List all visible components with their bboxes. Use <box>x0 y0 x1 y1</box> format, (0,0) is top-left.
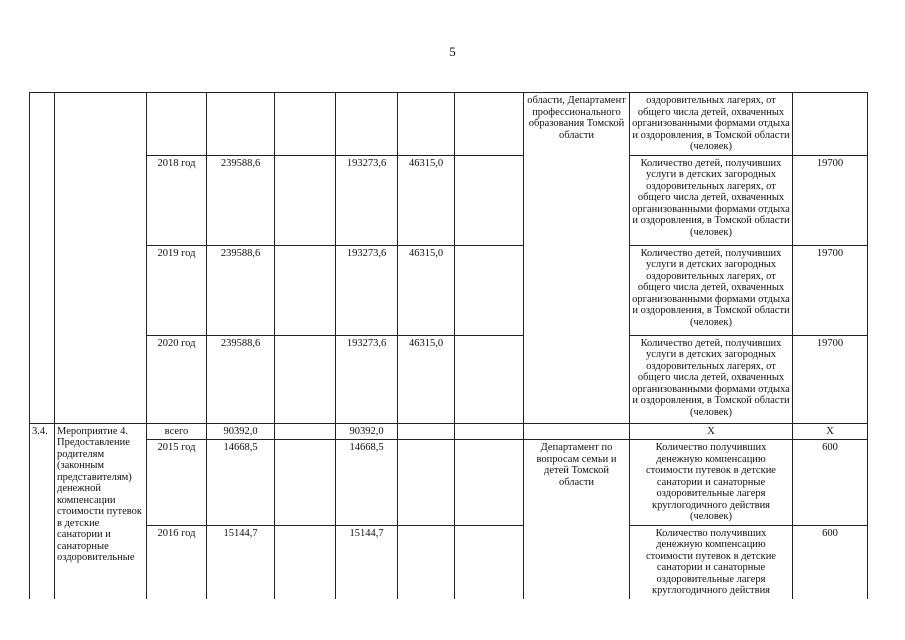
fund-cell-4 <box>455 440 524 526</box>
indicator-cell: Количество детей, получивших услуги в детских загородных оздоровительных лагерях, от общего числа детей, охваченных организованными формами отдыха и оздоровления, в Томской области (человек) <box>630 335 793 423</box>
event-cell <box>55 93 147 424</box>
fund-cell-1 <box>275 155 336 245</box>
table-row <box>30 93 868 156</box>
table-row <box>30 423 868 440</box>
table-row <box>30 440 868 526</box>
value-cell: 19700 <box>793 155 868 245</box>
year-cell <box>147 93 207 156</box>
year-cell: 2019 год <box>147 245 207 335</box>
total-cell: 239588,6 <box>207 155 275 245</box>
fund-cell-4 <box>455 245 524 335</box>
fund-cell-1 <box>275 245 336 335</box>
fund-cell-4 <box>455 525 524 599</box>
fund-cell-4 <box>455 93 524 156</box>
total-cell <box>207 93 275 156</box>
fund-cell-3 <box>398 423 455 440</box>
table-row <box>30 155 868 245</box>
year-cell: всего <box>147 423 207 440</box>
fund-cell-3 <box>398 93 455 156</box>
total-cell: 239588,6 <box>207 335 275 423</box>
fund-cell-1 <box>275 93 336 156</box>
year-cell: 2018 год <box>147 155 207 245</box>
fund-cell-2: 193273,6 <box>336 245 398 335</box>
table-row <box>30 525 868 599</box>
section-title: Мероприятие 4. Предоставление родителям (законным представителям) денежной компенсации стоимости путевок в детские санатории и санаторные оздоровительные <box>55 423 147 599</box>
indicator-cell: Количество детей, получивших услуги в детских загородных оздоровительных лагерях, от общего числа детей, охваченных организованными формами отдыха и оздоровления, в Томской области (человек) <box>630 245 793 335</box>
fund-cell-2: 14668,5 <box>336 440 398 526</box>
executor-cell: области, Департамент профессионального образования Томской области <box>524 93 630 424</box>
year-cell: 2015 год <box>147 440 207 526</box>
year-cell: 2016 год <box>147 525 207 599</box>
fund-cell-3: 46315,0 <box>398 245 455 335</box>
fund-cell-4 <box>455 423 524 440</box>
total-cell: 14668,5 <box>207 440 275 526</box>
value-cell: 600 <box>793 440 868 526</box>
page-number: 5 <box>449 44 456 59</box>
fund-cell-1 <box>275 525 336 599</box>
fund-cell-1 <box>275 423 336 440</box>
executor-empty-cell <box>524 423 630 440</box>
fund-cell-1 <box>275 335 336 423</box>
indicator-cell: Количество получивших денежную компенсацию стоимости путевок в детские санатории и санаторные оздоровительные лагеря круглогодичного действия <box>630 525 793 599</box>
total-cell: 15144,7 <box>207 525 275 599</box>
fund-cell-2: 193273,6 <box>336 155 398 245</box>
fund-cell-3 <box>398 440 455 526</box>
fund-cell-2: 90392,0 <box>336 423 398 440</box>
value-cell <box>793 93 868 156</box>
program-table <box>29 92 868 599</box>
table-row <box>30 245 868 335</box>
total-cell: 90392,0 <box>207 423 275 440</box>
fund-cell-3 <box>398 525 455 599</box>
total-cell: 239588,6 <box>207 245 275 335</box>
fund-cell-2: 193273,6 <box>336 335 398 423</box>
executor-cell: Департамент по вопросам семьи и детей Томской области <box>524 440 630 599</box>
indicator-cell: Количество получивших денежную компенсацию стоимости путевок в детские санатории и санаторные оздоровительные лагеря круглогодичного действия (человек) <box>630 440 793 526</box>
table-row <box>30 335 868 423</box>
fund-cell-1 <box>275 440 336 526</box>
fund-cell-3: 46315,0 <box>398 155 455 245</box>
indicator-cell: X <box>630 423 793 440</box>
indicator-cell: оздоровительных лагерях, от общего числа детей, охваченных организованными формами отдыха и оздоровления, в Томской области (человек) <box>630 93 793 156</box>
value-cell: X <box>793 423 868 440</box>
value-cell: 600 <box>793 525 868 599</box>
fund-cell-2 <box>336 93 398 156</box>
fund-cell-3: 46315,0 <box>398 335 455 423</box>
indicator-cell: Количество детей, получивших услуги в детских загородных оздоровительных лагерях, от общего числа детей, охваченных организованными формами отдыха и оздоровления, в Томской области (человек) <box>630 155 793 245</box>
fund-cell-2: 15144,7 <box>336 525 398 599</box>
fund-cell-4 <box>455 155 524 245</box>
section-number: 3.4. <box>30 423 55 599</box>
value-cell: 19700 <box>793 245 868 335</box>
fund-cell-4 <box>455 335 524 423</box>
num-cell <box>30 93 55 424</box>
value-cell: 19700 <box>793 335 868 423</box>
year-cell: 2020 год <box>147 335 207 423</box>
